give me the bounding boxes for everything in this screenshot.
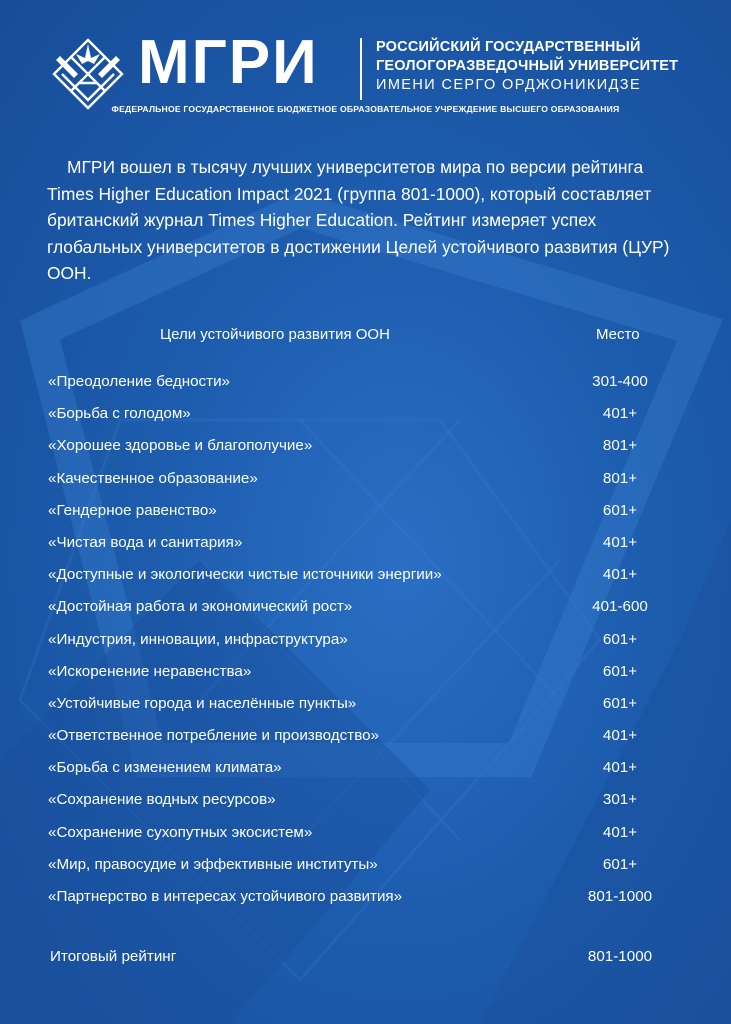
university-name-line-1: РОССИЙСКИЙ ГОСУДАРСТВЕННЫЙ (376, 39, 641, 55)
goal-name: «Борьба с голодом» (48, 405, 191, 423)
university-name-line-3: ИМЕНИ СЕРГО ОРДЖОНИКИДЗЕ (376, 77, 642, 93)
goal-place: 401+ (602, 727, 638, 745)
table-row (48, 886, 688, 918)
table-row (48, 725, 688, 757)
goal-place: 401-600 (592, 598, 648, 616)
table-row (48, 854, 688, 886)
goal-name: «Преодоление бедности» (48, 373, 231, 390)
university-name-line-2: ГЕОЛОГОРАЗВЕДОЧНЫЙ УНИВЕРСИТЕТ (376, 58, 679, 74)
table-row (48, 596, 688, 628)
goal-name: «Сохранение водных ресурсов» (48, 791, 276, 809)
goal-place: 401+ (602, 533, 638, 551)
goal-place: 401+ (602, 566, 638, 584)
goal-place: 801+ (602, 469, 638, 487)
federal-status: ФЕДЕРАЛЬНОЕ ГОСУДАРСТВЕННОЕ БЮДЖЕТНОЕ ОБРАЗОВАТЕЛЬНОЕ УЧРЕЖДЕНИЕ ВЫСШЕГО ОБРАЗОВАНИЯ (111, 104, 620, 114)
table-row (48, 757, 688, 789)
goal-name: «Хорошее здоровье и благополучие» (48, 437, 313, 455)
goal-name: «Ответственное потребление и производство» (48, 727, 379, 745)
goal-name: «Борьба с изменением климата» (48, 759, 282, 777)
goal-name: «Чистая вода и санитария» (48, 533, 243, 551)
goal-place: 601+ (602, 662, 638, 680)
goal-place: 601+ (602, 501, 638, 519)
goal-name: «Партнерство в интересах устойчивого развития» (48, 888, 403, 905)
table-row (48, 532, 688, 564)
goals-column-header: Цели устойчивого развития ООН (160, 326, 390, 343)
goal-name: «Доступные и экологически чистые источники энергии» (48, 566, 442, 584)
intro-paragraph: МГРИ вошел в тысячу лучших университетов мира по версии рейтинга Times Higher Education Impact 2021 (группа 801-1000), который составляет британский журнал Times Higher Education. Рейтинг измеряет успех глобальных университетов в достижении Целей устойчивого развития (ЦУР) ООН. (47, 157, 670, 283)
table-row (48, 468, 688, 500)
goal-place: 401+ (602, 405, 638, 423)
goal-name: «Достойная работа и экономический рост» (48, 598, 353, 616)
ranking-table (48, 371, 688, 918)
table-row (48, 822, 688, 854)
table-row (48, 789, 688, 821)
total-rating-value: 801-1000 (587, 948, 653, 965)
goal-place: 601+ (602, 630, 638, 648)
goal-name: «Индустрия, инновации, инфраструктура» (48, 630, 348, 648)
goal-name: «Качественное образование» (48, 469, 258, 487)
place-column-header: Место (596, 326, 640, 343)
mgri-emblem-icon (48, 34, 128, 114)
university-name (376, 38, 678, 95)
goal-name: «Мир, правосудие и эффективные институты» (48, 855, 378, 873)
goal-place: 601+ (602, 694, 638, 712)
goal-place: 401+ (602, 823, 638, 841)
table-row (48, 435, 688, 467)
goal-name: «Гендерное равенство» (48, 501, 217, 519)
table-row (48, 661, 688, 693)
header (48, 30, 688, 100)
total-rating-label: Итоговый рейтинг (50, 948, 177, 965)
goal-name: «Искоренение неравенства» (48, 662, 252, 680)
goal-place: 401+ (602, 759, 638, 777)
header-divider (360, 38, 362, 100)
goal-name: «Сохранение сухопутных экосистем» (48, 823, 313, 841)
table-row (48, 371, 688, 403)
table-row (48, 564, 688, 596)
table-row (48, 693, 688, 725)
table-row (48, 629, 688, 661)
goal-place: 301-400 (592, 373, 648, 390)
goal-place: 301+ (602, 791, 638, 809)
table-row (48, 500, 688, 532)
table-row (48, 403, 688, 435)
goal-place: 801+ (602, 437, 638, 455)
goal-name: «Устойчивые города и населённые пункты» (48, 694, 357, 712)
goal-place: 801-1000 (587, 888, 653, 905)
brand-name: МГРИ (138, 28, 319, 97)
goal-place: 601+ (602, 855, 638, 873)
